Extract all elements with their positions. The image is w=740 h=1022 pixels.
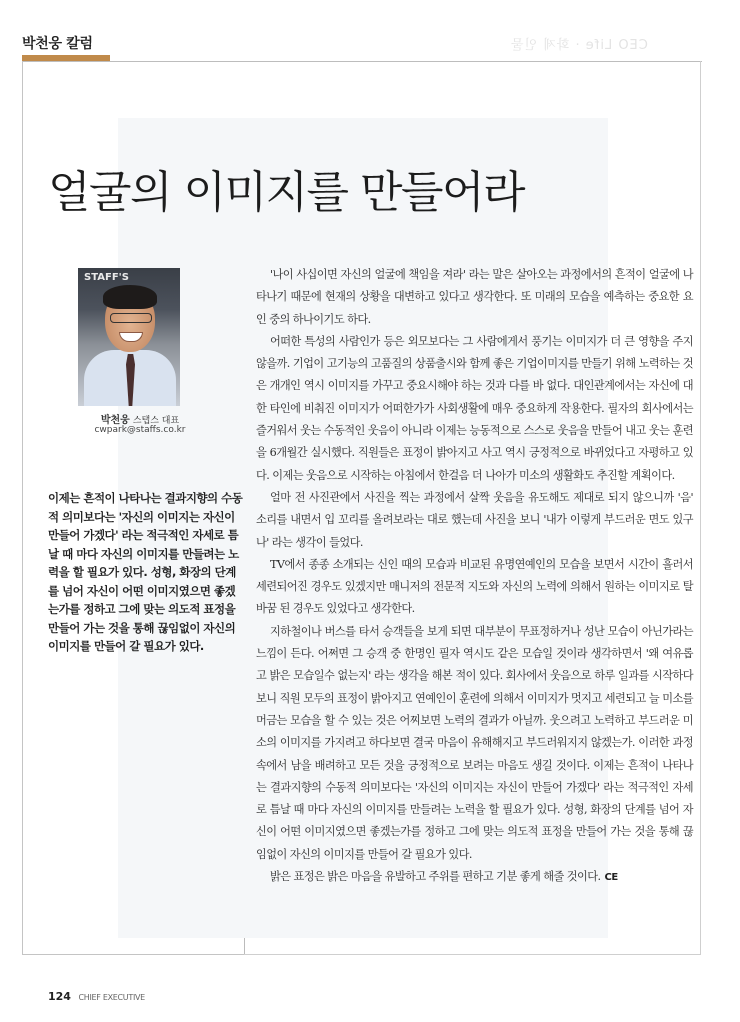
article-headline: 얼굴의 이미지를 만들어라 — [48, 167, 525, 218]
body-paragraph-last — [256, 866, 693, 889]
author-photo — [78, 268, 180, 406]
body-paragraph: 지하철이나 버스를 타서 승객들을 보게 되면 대부분이 무표정하거나 성난 모습이 아닌가라는 느낌이 든다. 어쩌면 그 승객 중 한명인 필자 역시도 같은 모습일 것이라 생각하면서 '왜 여유롭고 밝은 모습일수 없는지' 라는 생각을 해본 적이 있다. 회사에서 웃음으로 하루 일과를 시작하다보니 직원 모두의 표정이 밝아지고 연예인이 훈련에 의해서 이미지가 멋지고 세련되고 늘 미소를 머금는 모습을 할 수 있는 것은 어찌보면 노력의 결과가 아닐까. 웃으려고 노력하고 부드러운 미소의 이미지를 가지려고 하다보면 결국 마음이 유해해지고 부드러워지지 않겠는가. 이러한 과정 속에서 남을 배려하고 모든 것을 긍정적으로 보려는 마음도 생길 것이다. 이제는 흔적이 나타나는 결과지향의 수동적 의미보다는 '자신의 이미지는 자신이 만들어 가겠다' 라는 적극적인 자세로 틈날 때 마다 자신의 이미지를 만들려는 노력을 할 필요가 있다. 성형, 화장의 단계를 넘어 자신이 어떤 이미지였으면 좋겠는가를 정하고 그에 맞는 의도적 표정을 만들어 가는 것을 통해 끊임없이 자신의 이미지를 만들어 갈 필요가 있다. — [256, 624, 693, 861]
pull-quote: 이제는 흔적이 나타나는 결과지향의 수동적 의미보다는 '자신의 이미지는 자신이 만들어 가겠다' 라는 적극적인 자세로 틈날 때 마다 자신의 이미지를 만들려는 노력을 할 필요가 있다. 성형, 화장의 단계를 넘어 자신이 어떤 이미지였으면 좋겠는가를 정하고 그에 맞는 의도적 표정을 만들어 가는 것을 통해 끊임없이 자신의 이미지를 만들어 갈 필요가 있다. — [48, 491, 243, 653]
photo-glasses — [110, 313, 152, 323]
author-email: cwpark@staffs.co.kr — [94, 425, 186, 435]
body-paragraph: 얼마 전 사진관에서 사진을 찍는 과정에서 살짝 웃음을 유도해도 제대로 되지 않으니까 '음' 소리를 내면서 입 꼬리를 올려보라는 대로 했는데 사진을 보니 '내가 이렇게 부드러운 면도 있구나' 라는 생각이 들었다. — [256, 490, 693, 549]
page-number: 124 — [48, 990, 71, 1003]
frame-left-rule — [22, 61, 23, 954]
article-body — [256, 264, 693, 889]
frame-bottom-rule — [22, 954, 244, 955]
body-paragraph: 어떠한 특성의 사람인가 등은 외모보다는 그 사람에게서 풍기는 이미지가 더 큰 영향을 주지 않을까. 기업이 고기능의 고품질의 상품출시와 함께 좋은 기업이미지를 만들기 위해 노력하는 것은 개개인 역시 이미지를 가꾸고 중요시해야 하는 것과 다를 바 없다. 대인관계에서는 자신에 대한 타인에 비춰진 이미지가 어떠한가가 사회생활에 매우 중요하게 작용한다. 필자의 회사에서는 즐거워서 웃는 수동적인 웃음이 아니라 이제는 능동적으로 스스로 웃음을 만들어 내고 웃는 훈련을 6개월간 실시했다. 직원들은 표정이 밝아지고 사고 역시 긍정적으로 바뀌었다고 자평하고 있다. 이제는 웃음으로 시작하는 아침에서 한걸음 더 나아가 미소의 생활화도 추진할 계획이다. — [256, 334, 693, 482]
column-divider-tick — [244, 938, 245, 954]
photo-sign-text: STAFF'S — [84, 272, 129, 283]
author-byline — [78, 411, 202, 426]
bleed-through-text: CEO Life · 화제 인물 — [510, 38, 648, 53]
closing-sentence: 밝은 표정은 밝은 마음을 유발하고 주위를 편하고 기분 좋게 해줄 것이다. — [270, 870, 601, 884]
author-title: 스탭스 대표 — [132, 416, 180, 426]
frame-top-rule — [22, 61, 702, 62]
body-paragraph: TV에서 종종 소개되는 신인 때의 모습과 비교된 유명연예인의 모습을 보면서 시간이 흘러서 세련되어진 경우도 있겠지만 매니저의 전문적 지도와 자신의 노력에 의해서 원하는 이미지로 탈바꿈 된 경우도 있었다고 생각한다. — [256, 557, 693, 616]
body-paragraph: '나이 사십이면 자신의 얼굴에 책임을 져라' 라는 말은 살아오는 과정에서의 흔적이 얼굴에 나타나기 때문에 현재의 상황을 대변하고 있다고 생각한다. 또 미래의 모습을 예측하는 중요한 요인 중의 하나이기도 하다. — [256, 268, 693, 326]
end-mark-icon: CE — [604, 872, 618, 884]
frame-right-rule — [700, 61, 701, 954]
magazine-name: CHIEF EXECUTIVE — [78, 993, 145, 1002]
author-name: 박천웅 — [100, 415, 130, 426]
frame-bottom-rule-right — [244, 954, 701, 955]
section-tag: 박천웅 칼럼 — [22, 36, 93, 52]
page-footer — [48, 990, 145, 1003]
photo-hair — [103, 285, 157, 309]
